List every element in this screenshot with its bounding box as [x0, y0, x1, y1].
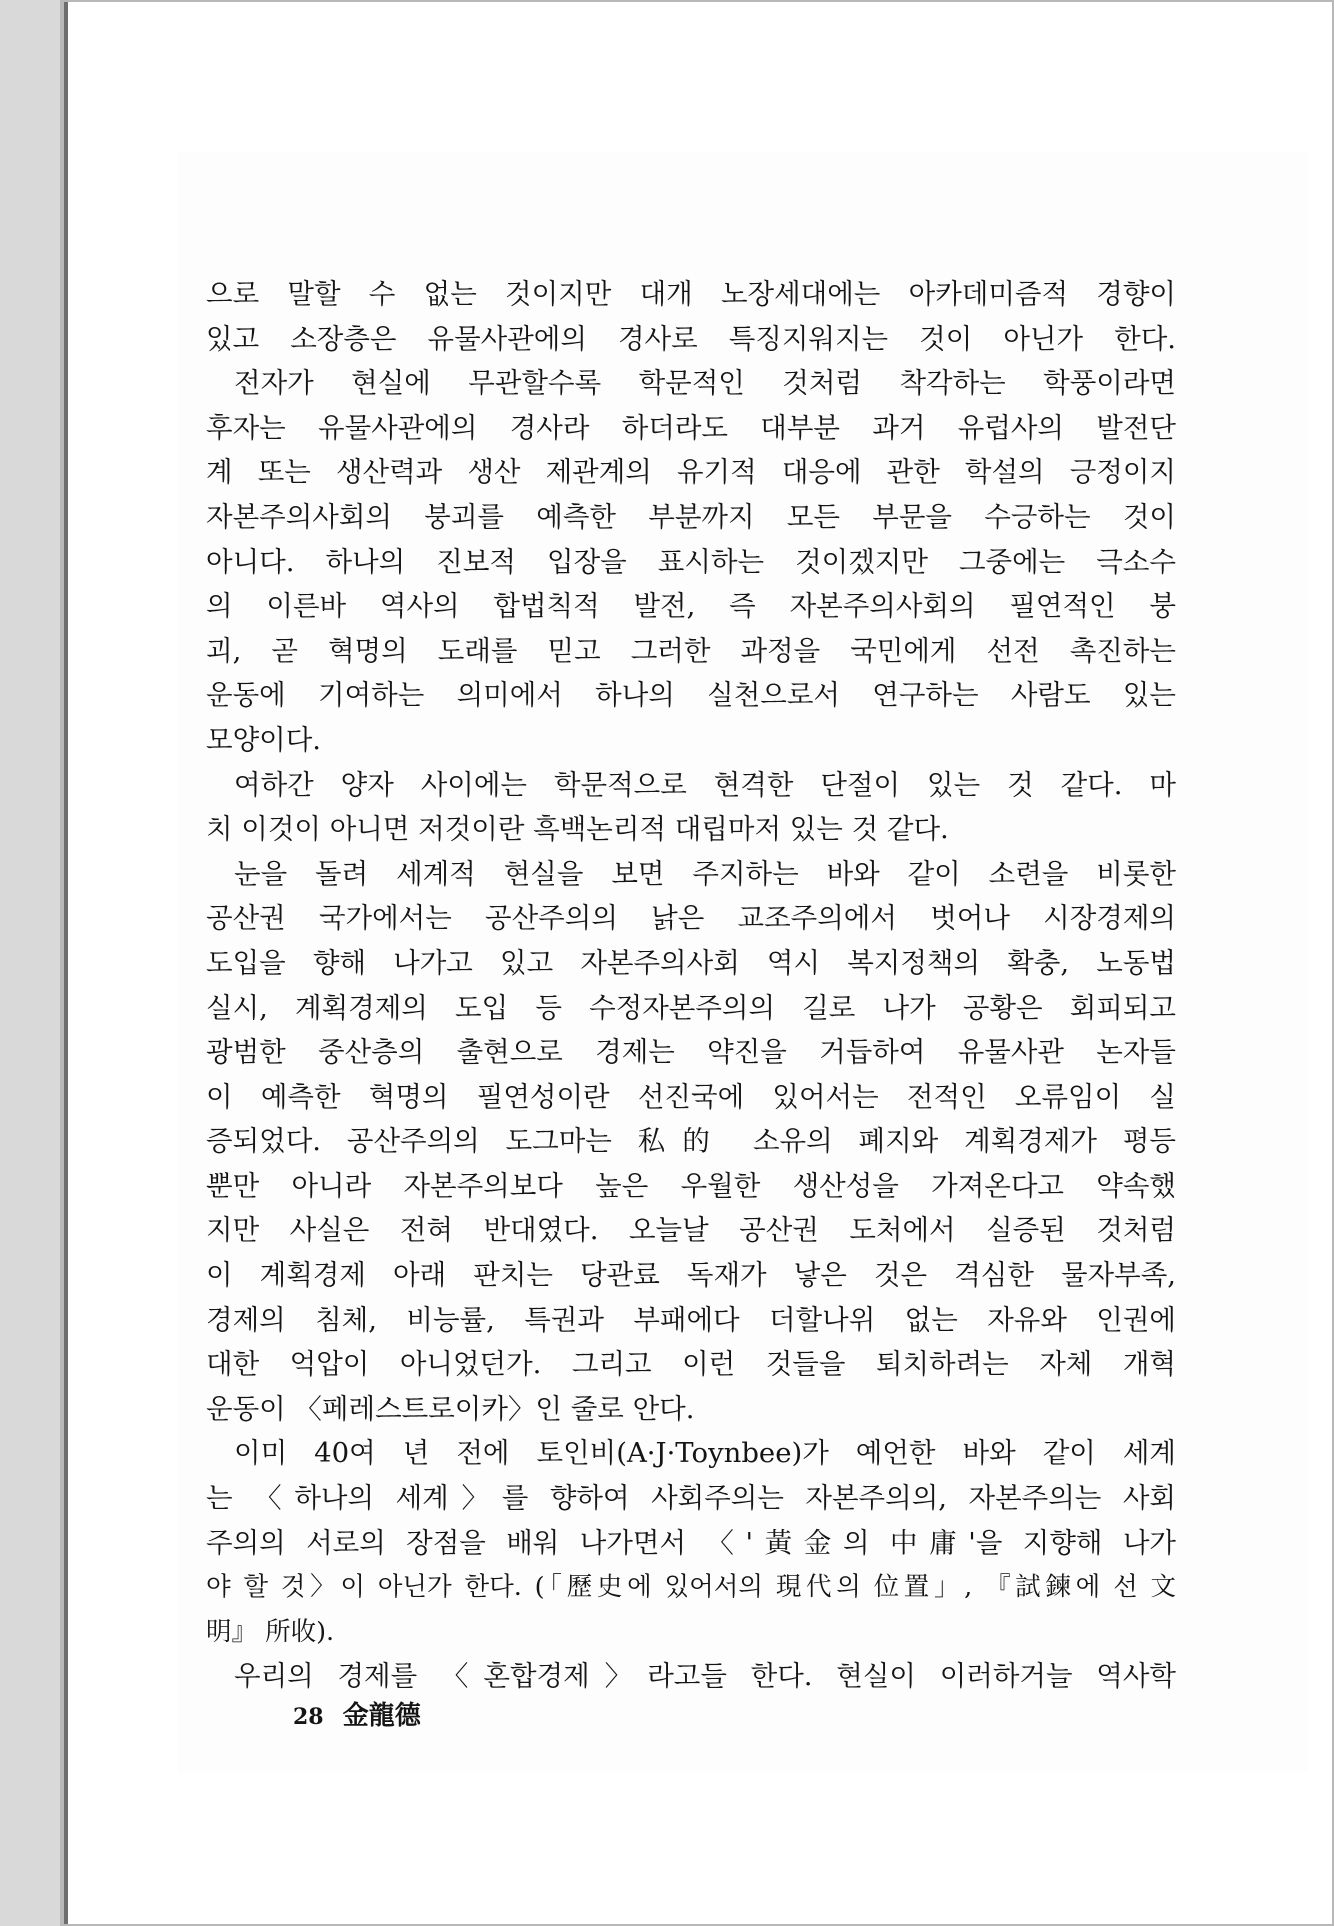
text-line: 이 계획경제 아래 판치는 당관료 독재가 낳은 것은 격심한 물자부족,	[206, 1259, 1176, 1292]
text-line: 이미 40여 년 전에 토인비(A·J·Toynbee)가 예언한 바와 같이 세계	[234, 1437, 1176, 1470]
text-line: 괴, 곧 혁명의 도래를 믿고 그러한 과정을 국민에게 선전 촉진하는	[206, 634, 1176, 667]
text-line: 여하간 양자 사이에는 학문적으로 현격한 단절이 있는 것 같다. 마	[234, 768, 1176, 801]
text-line: 는 〈하나의 세계〉를 향하여 사회주의는 자본주의의, 자본주의는 사회	[206, 1482, 1176, 1515]
text-line: 광범한 중산층의 출현으로 경제는 약진을 거듭하여 유물사관 논자들	[206, 1036, 1176, 1069]
text-line: 있고 소장층은 유물사관에의 경사로 특징지워지는 것이 아닌가 한다.	[206, 322, 1176, 355]
text-line: 운동에 기여하는 의미에서 하나의 실천으로서 연구하는 사람도 있는	[206, 679, 1176, 712]
text-line: 아니다. 하나의 진보적 입장을 표시하는 것이겠지만 그중에는 극소수	[206, 545, 1176, 578]
text-line: 전자가 현실에 무관할수록 학문적인 것처럼 착각하는 학풍이라면	[234, 367, 1176, 400]
text-line: 대한 억압이 아니었던가. 그리고 이런 것들을 퇴치하려는 자체 개혁	[206, 1348, 1176, 1381]
text-line: 모양이다.	[206, 723, 322, 756]
text-line: 후자는 유물사관에의 경사라 하더라도 대부분 과거 유럽사의 발전단	[206, 411, 1176, 444]
text-line: 공산권 국가에서는 공산주의의 낡은 교조주의에서 벗어나 시장경제의	[206, 902, 1176, 935]
text-line: 지만 사실은 전혀 반대였다. 오늘날 공산권 도처에서 실증된 것처럼	[206, 1214, 1176, 1247]
text-line: 증되었다. 공산주의의 도그마는 私的 소유의 폐지와 계획경제가 평등	[206, 1125, 1176, 1158]
text-line: 눈을 돌려 세계적 현실을 보면 주지하는 바와 같이 소련을 비롯한	[234, 857, 1176, 890]
author-name: 金龍德	[342, 1701, 421, 1731]
text-line: 자본주의사회의 붕괴를 예측한 부분까지 모든 부문을 수긍하는 것이	[206, 500, 1176, 533]
body-text	[206, 272, 1176, 1699]
text-line: 치 이것이 아니면 저것이란 흑백논리적 대립마저 있는 것 같다.	[206, 813, 949, 846]
text-line: 明』 所收).	[206, 1616, 335, 1647]
text-line: 야 할 것〉이 아닌가 한다. (「歷史에 있어서의 現代의 位置」, 『試鍊에 선 文	[206, 1572, 1176, 1603]
text-line: 경제의 침체, 비능률, 특권과 부패에다 더할나위 없는 자유와 인권에	[206, 1303, 1176, 1336]
text-line: 의 이른바 역사의 합법칙적 발전, 즉 자본주의사회의 필연적인 붕	[206, 590, 1176, 623]
page-footer	[293, 1695, 421, 1732]
text-line: 으로 말할 수 없는 것이지만 대개 노장세대에는 아카데미즘적 경향이	[206, 278, 1176, 310]
text-line: 뿐만 아니라 자본주의보다 높은 우월한 생산성을 가져온다고 약속했	[206, 1169, 1176, 1202]
text-line: 주의의 서로의 장점을 배워 나가면서 〈'黃金의 中庸'을 지향해 나가	[206, 1526, 1176, 1559]
text-line: 이 예측한 혁명의 필연성이란 선진국에 있어서는 전적인 오류임이 실	[206, 1080, 1176, 1113]
text-line: 우리의 경제를 〈혼합경제〉라고들 한다. 현실이 이러하거늘 역사학	[234, 1660, 1176, 1693]
text-line: 운동이 〈페레스트로이카〉인 줄로 안다.	[206, 1392, 695, 1425]
text-line: 실시, 계획경제의 도입 등 수정자본주의의 길로 나가 공황은 회피되고	[206, 991, 1176, 1024]
text-line: 도입을 향해 나가고 있고 자본주의사회 역시 복지정책의 확충, 노동법	[206, 946, 1176, 979]
page-number: 28	[293, 1704, 324, 1730]
text-line: 계 또는 생산력과 생산 제관계의 유기적 대응에 관한 학설의 긍정이지	[206, 456, 1176, 489]
